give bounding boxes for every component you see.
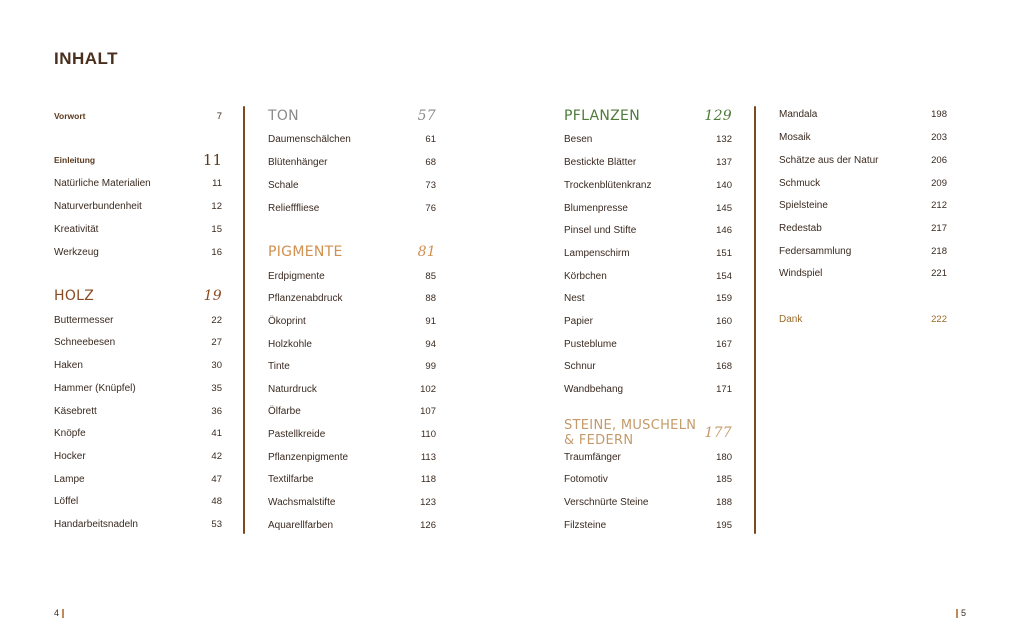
toc-entry-page: 137: [716, 156, 732, 168]
toc-entry-label: Verschnürte Steine: [564, 496, 649, 508]
toc-entry-label: Besen: [564, 133, 593, 145]
toc-entry-page: 48: [211, 495, 222, 507]
toc-entry-page: 132: [716, 133, 732, 145]
toc-entry[interactable]: [779, 127, 947, 147]
toc-entry[interactable]: [54, 423, 222, 443]
toc-entry[interactable]: [564, 311, 732, 331]
toc-entry-page: 145: [716, 202, 732, 214]
toc-entry-page: 47: [211, 473, 222, 485]
toc-entry[interactable]: [54, 310, 222, 330]
toc-entry-page: 27: [211, 336, 222, 348]
toc-entry[interactable]: [54, 514, 222, 534]
toc-entry-page: 212: [931, 199, 947, 211]
toc-entry[interactable]: [779, 104, 947, 124]
toc-entry-page: 7: [216, 110, 222, 122]
toc-entry[interactable]: [268, 401, 436, 421]
toc-entry[interactable]: [564, 129, 732, 149]
toc-entry-page: 146: [716, 224, 732, 236]
toc-entry[interactable]: [564, 492, 732, 512]
toc-entry[interactable]: [54, 196, 222, 216]
toc-entry-label: Pusteblume: [564, 338, 617, 350]
chapter-title: TON: [268, 108, 299, 124]
toc-entry-page: 185: [716, 473, 732, 485]
toc-entry[interactable]: [564, 469, 732, 489]
chapter-page: 57: [417, 108, 436, 124]
chapter-heading-ton[interactable]: [268, 104, 436, 128]
toc-entry[interactable]: [779, 195, 947, 215]
chapter-title: PFLANZEN: [564, 108, 640, 124]
toc-entry-vorwort[interactable]: [54, 106, 222, 126]
toc-entry-label: Schnur: [564, 360, 596, 372]
toc-entry-page: 11: [202, 151, 222, 169]
toc-entry-page: 171: [716, 383, 732, 395]
toc-entry[interactable]: [564, 447, 732, 467]
toc-entry-label: Wandbehang: [564, 383, 624, 395]
toc-entry-label: Naturdruck: [268, 383, 317, 395]
toc-entry-page: 16: [211, 246, 222, 258]
toc-entry[interactable]: [564, 334, 732, 354]
toc-entry-label: Reliefffliese: [268, 202, 320, 214]
toc-entry-page: 209: [931, 177, 947, 189]
toc-entry-label: Mandala: [779, 108, 818, 120]
toc-entry-label: Blumenpresse: [564, 202, 628, 214]
toc-entry-label: Wachsmalstifte: [268, 496, 336, 508]
toc-entry-label: Daumenschälchen: [268, 133, 351, 145]
toc-entry-einleitung[interactable]: [54, 150, 222, 170]
toc-entry-label: Knöpfe: [54, 427, 86, 439]
toc-entry-label: Schmuck: [779, 177, 821, 189]
toc-entry-label: Natürliche Materialien: [54, 177, 151, 189]
toc-entry[interactable]: [268, 129, 436, 149]
toc-entry[interactable]: [268, 515, 436, 535]
chapter-heading-holz[interactable]: [54, 284, 222, 308]
toc-entry-label: Hammer (Knüpfel): [54, 382, 136, 394]
toc-entry-label: Körbchen: [564, 270, 607, 282]
toc-entry-label: Buttermesser: [54, 314, 114, 326]
toc-entry-label: Pinsel und Stifte: [564, 224, 637, 236]
toc-entry[interactable]: [268, 424, 436, 444]
toc-entry-label: Bestickte Blätter: [564, 156, 637, 168]
toc-entry[interactable]: [54, 242, 222, 262]
page-number-right: [956, 608, 966, 618]
toc-entry-label: Fotomotiv: [564, 473, 608, 485]
toc-entry-page: 110: [420, 428, 436, 440]
toc-entry-page: 160: [716, 315, 732, 327]
toc-entry[interactable]: [268, 379, 436, 399]
toc-entry-label: Ökoprint: [268, 315, 306, 327]
toc-entry-label: Löffel: [54, 495, 79, 507]
toc-entry[interactable]: [268, 334, 436, 354]
toc-entry-label: Schale: [268, 179, 299, 191]
toc-entry-label: Blütenhänger: [268, 156, 328, 168]
toc-entry-label: Lampenschirm: [564, 247, 630, 259]
toc-entry-page: 118: [420, 473, 436, 485]
chapter-page: 129: [704, 108, 732, 124]
toc-entry-page: 15: [211, 223, 222, 235]
toc-entry-page: 85: [425, 270, 436, 282]
toc-entry-page: 203: [931, 131, 947, 143]
page-number: 4: [54, 608, 60, 618]
toc-entry-label: Trockenblütenkranz: [564, 179, 652, 191]
toc-entry-page: 113: [420, 451, 436, 463]
toc-entry-page: 35: [211, 382, 222, 394]
toc-entry-page: 91: [425, 315, 436, 327]
toc-entry-page: 36: [211, 405, 222, 417]
toc-entry-label: Werkzeug: [54, 246, 99, 258]
toc-entry-page: 206: [931, 154, 947, 166]
toc-entry-page: 88: [425, 292, 436, 304]
toc-entry-page: 126: [420, 519, 436, 531]
toc-entry-label: Aquarellfarben: [268, 519, 334, 531]
toc-entry[interactable]: [268, 356, 436, 376]
toc-entry-label: Tinte: [268, 360, 290, 372]
toc-entry[interactable]: [564, 243, 732, 263]
toc-entry[interactable]: [54, 469, 222, 489]
toc-entry-page: 41: [211, 427, 222, 439]
toc-entry[interactable]: [268, 152, 436, 172]
toc-entry-label: Käsebrett: [54, 405, 97, 417]
toc-entry-label: Pflanzenabdruck: [268, 292, 343, 304]
toc-entry-page: 102: [420, 383, 436, 395]
toc-entry-page: 76: [425, 202, 436, 214]
toc-entry[interactable]: [54, 378, 222, 398]
chapter-heading-pigmente[interactable]: [268, 240, 436, 264]
toc-entry[interactable]: [54, 355, 222, 375]
toc-entry[interactable]: [564, 515, 732, 535]
toc-entry-label: Haken: [54, 359, 83, 371]
toc-column-4: [779, 0, 947, 644]
toc-entry-label: Schneebesen: [54, 336, 116, 348]
toc-entry[interactable]: [564, 198, 732, 218]
toc-entry-page: 11: [212, 177, 222, 189]
toc-entry-page: 217: [931, 222, 947, 234]
toc-entry[interactable]: [268, 288, 436, 308]
toc-entry-label: Nest: [564, 292, 585, 304]
toc-entry[interactable]: [564, 266, 732, 286]
page-marker-icon: [956, 609, 958, 618]
chapter-page: 177: [704, 425, 732, 441]
toc-entry[interactable]: [268, 198, 436, 218]
toc-entry-page: 42: [211, 450, 222, 462]
page-title: INHALT: [54, 49, 119, 68]
toc-entry-label: Traumfänger: [564, 451, 621, 463]
toc-entry-label: Hocker: [54, 450, 86, 462]
toc-entry-label: Filzsteine: [564, 519, 607, 531]
toc-entry-page: 73: [425, 179, 436, 191]
toc-entry-page: 99: [425, 360, 436, 372]
toc-entry[interactable]: [268, 469, 436, 489]
toc-entry-page: 107: [420, 405, 436, 417]
toc-entry-label: Pastellkreide: [268, 428, 326, 440]
toc-entry[interactable]: [564, 175, 732, 195]
toc-entry[interactable]: [779, 173, 947, 193]
toc-entry[interactable]: [268, 266, 436, 286]
toc-entry[interactable]: [564, 220, 732, 240]
toc-entry-label: Erdpigmente: [268, 270, 325, 282]
toc-entry-label: Dank: [779, 313, 803, 325]
toc-entry-page: 94: [425, 338, 436, 350]
toc-entry-page: 30: [211, 359, 222, 371]
toc-entry-label: Handarbeitsnadeln: [54, 518, 138, 530]
toc-entry-page: 123: [420, 496, 436, 508]
toc-entry[interactable]: [564, 288, 732, 308]
toc-entry[interactable]: [54, 173, 222, 193]
chapter-heading-steine[interactable]: [564, 418, 732, 448]
toc-entry[interactable]: [268, 175, 436, 195]
toc-entry[interactable]: [779, 150, 947, 170]
toc-entry-label: Vorwort: [54, 111, 86, 121]
toc-entry-page: 180: [716, 451, 732, 463]
toc-entry[interactable]: [779, 263, 947, 283]
toc-entry-label: Schätze aus der Natur: [779, 154, 879, 166]
toc-entry-label: Papier: [564, 315, 593, 327]
toc-entry-page: 195: [716, 519, 732, 531]
toc-entry-page: 151: [716, 247, 732, 259]
toc-entry-label: Textilfarbe: [268, 473, 314, 485]
toc-entry-page: 154: [716, 270, 732, 282]
page-number-left: [54, 608, 64, 618]
toc-entry-label: Ölfarbe: [268, 405, 301, 417]
chapter-page: 19: [203, 288, 222, 304]
toc-entry-label: Lampe: [54, 473, 85, 485]
toc-entry-page: 222: [931, 313, 947, 325]
toc-entry-label: Spielsteine: [779, 199, 828, 211]
toc-entry-page: 12: [211, 200, 222, 212]
toc-column-3: [564, 0, 732, 644]
toc-entry[interactable]: [268, 492, 436, 512]
toc-entry-page: 22: [211, 314, 222, 326]
chapter-title: PIGMENTE: [268, 244, 343, 260]
toc-entry[interactable]: [54, 219, 222, 239]
page-number: 5: [961, 608, 967, 618]
toc-entry-page: 221: [931, 267, 947, 279]
toc-entry-label: Einleitung: [54, 155, 96, 165]
page-marker-icon: [62, 609, 64, 618]
chapter-title: STEINE, MUSCHELN & FEDERN: [564, 418, 697, 448]
toc-entry-page: 218: [931, 245, 947, 257]
toc-entry-page: 159: [716, 292, 732, 304]
toc-entry[interactable]: [268, 311, 436, 331]
toc-entry[interactable]: [564, 152, 732, 172]
toc-entry-page: 168: [716, 360, 732, 372]
chapter-title: HOLZ: [54, 288, 95, 304]
toc-entry[interactable]: [779, 218, 947, 238]
toc-entry-label: Mosaik: [779, 131, 811, 143]
toc-entry-dank[interactable]: [779, 309, 947, 329]
toc-entry[interactable]: [779, 241, 947, 261]
toc-entry[interactable]: [268, 447, 436, 467]
toc-entry-label: Redestab: [779, 222, 822, 234]
toc-entry-label: Federsammlung: [779, 245, 852, 257]
toc-entry[interactable]: [54, 332, 222, 352]
toc-column-2: [268, 0, 436, 644]
toc-entry[interactable]: [54, 401, 222, 421]
column-divider: [243, 106, 245, 534]
column-divider: [754, 106, 756, 534]
toc-entry-label: Naturverbundenheit: [54, 200, 142, 212]
toc-entry-label: Windspiel: [779, 267, 823, 279]
toc-entry-label: Holzkohle: [268, 338, 312, 350]
toc-entry[interactable]: [564, 379, 732, 399]
toc-entry[interactable]: [54, 491, 222, 511]
toc-entry-label: Kreativität: [54, 223, 99, 235]
toc-column-1: [54, 0, 222, 644]
toc-entry-page: 188: [716, 496, 732, 508]
toc-entry-page: 61: [425, 133, 436, 145]
chapter-heading-pflanzen[interactable]: [564, 104, 732, 128]
toc-entry-page: 198: [931, 108, 947, 120]
chapter-page: 81: [417, 244, 436, 260]
toc-entry-label: Pflanzenpigmente: [268, 451, 349, 463]
toc-entry-page: 167: [716, 338, 732, 350]
toc-entry[interactable]: [54, 446, 222, 466]
toc-entry[interactable]: [564, 356, 732, 376]
toc-entry-page: 53: [211, 518, 222, 530]
toc-entry-page: 68: [425, 156, 436, 168]
toc-entry-page: 140: [716, 179, 732, 191]
